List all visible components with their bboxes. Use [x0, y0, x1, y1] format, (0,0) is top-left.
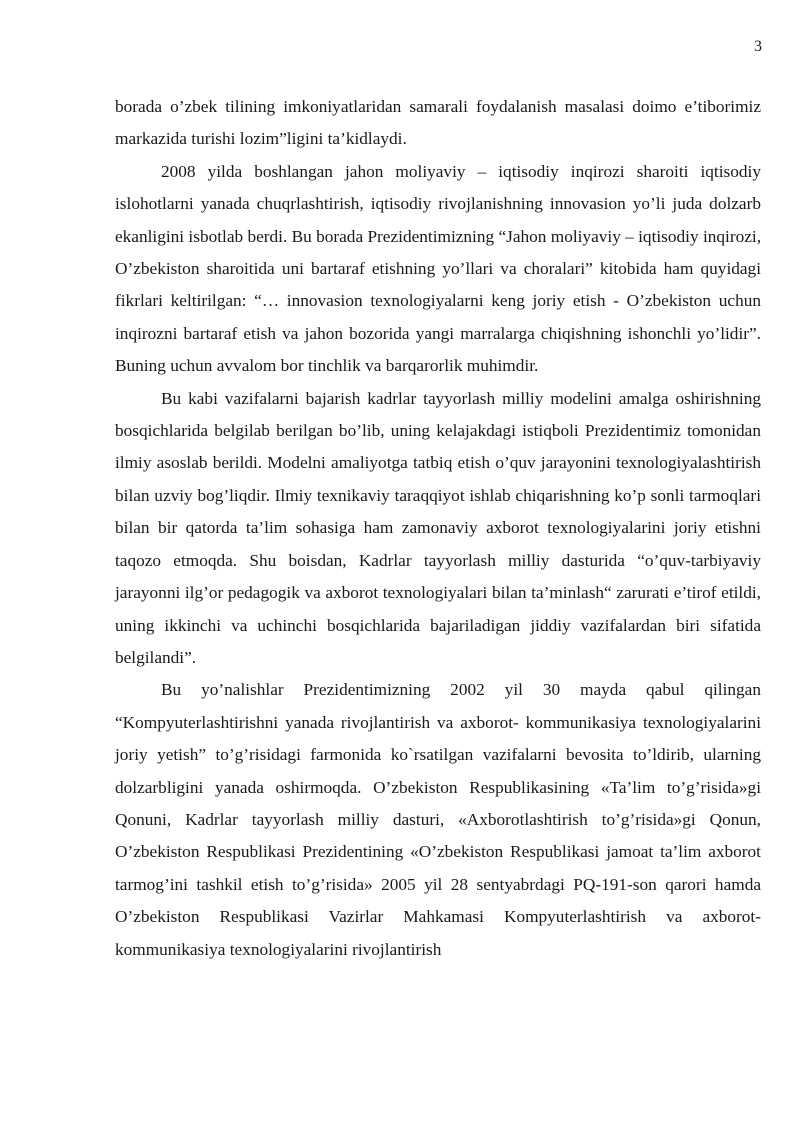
document-body: [115, 91, 761, 966]
paragraph-continuation: borada o’zbek tilining imkoniyatlaridan samarali foydalanish masalasi doimo e’tiborimiz markazida turishi lozim”ligini ta’kidlaydi.: [115, 97, 761, 149]
paragraph: Bu kabi vazifalarni bajarish kadrlar tayyorlash milliy modelini amalga oshirishning bosqichlarida belgilab berilgan bo’lib, uning kelajakdagi istiqboli Prezidentimiz tomonidan ilmiy asoslab berildi. Modelni amaliyotga tatbiq etish o’quv jarayonini texnologiyalashtirish bilan uzviy bog’liqdir. Ilmiy texnikaviy taraqqiyot ishlab chiqarishning ko’p sonli tarmoqlari bilan bir qatorda ta’lim sohasiga ham zamonaviy axborot texnologiyalarini joriy etishni taqozo etmoqda. Shu boisdan, Kadrlar tayyorlash milliy dasturida “o’quv-tarbiyaviy jarayonni ilg’or pedagogik va axborot texnologiyalari bilan ta’minlash“ zarurati e’tirof etildi, uning ikkinchi va uchinchi bosqichlarida bajariladigan jiddiy vazifalardan biri sifatida belgilandi”.: [115, 388, 761, 667]
page-number: 3: [754, 38, 762, 55]
paragraph: 2008 yilda boshlangan jahon moliyaviy – iqtisodiy inqirozi sharoiti iqtisodiy islohotlarni yanada chuqrlashtirish, iqtisodiy rivojlanishning innovasion yo’li juda dolzarb ekanligini isbotlab berdi. Bu borada Prezidentimizning “Jahon moliyaviy – iqtisodiy inqirozi, O’zbekiston sharoitida uni bartaraf etishning yo’llari va choralari” kitobida ham quyidagi fikrlari keltirilgan: “… innovasion texnologiyalarni keng joriy etish - O’zbekiston uchun inqirozni bartaraf etish va jahon bozorida yangi marralarga chiqishning ishonchli yo’lidir”. Buning uchun avvalom bor tinchlik va barqarorlik muhimdir.: [115, 161, 762, 376]
paragraph: Bu yo’nalishlar Prezidentimizning 2002 yil 30 mayda qabul qilingan “Kompyuterlashtirishni yanada rivojlantirish va axborot- kommunikasiya texnologiyalarini joriy yetish” to’g’risidagi farmonida ko`rsatilgan vazifalarni bevosita to’ldirib, ularning dolzarbligini yanada oshirmoqda. O’zbekiston Respublikasining «Ta’lim to’g’risida»gi Qonuni, Kadrlar tayyorlash milliy dasturi, «Axborotlashtirish to’g’risida»gi Qonun, O’zbekiston Respublikasi Prezidentining «O’zbekiston Respublikasi jamoat ta’lim axborot tarmog’ini tashkil etish to’g’risida» 2005 yil 28 sentyabrdagi PQ-191-son qarori hamda O’zbekiston Respublikasi Vazirlar Mahkamasi Kompyuterlashtirish va axborot-kommunikasiya texnologiyalarini rivojlantirish: [115, 680, 761, 959]
